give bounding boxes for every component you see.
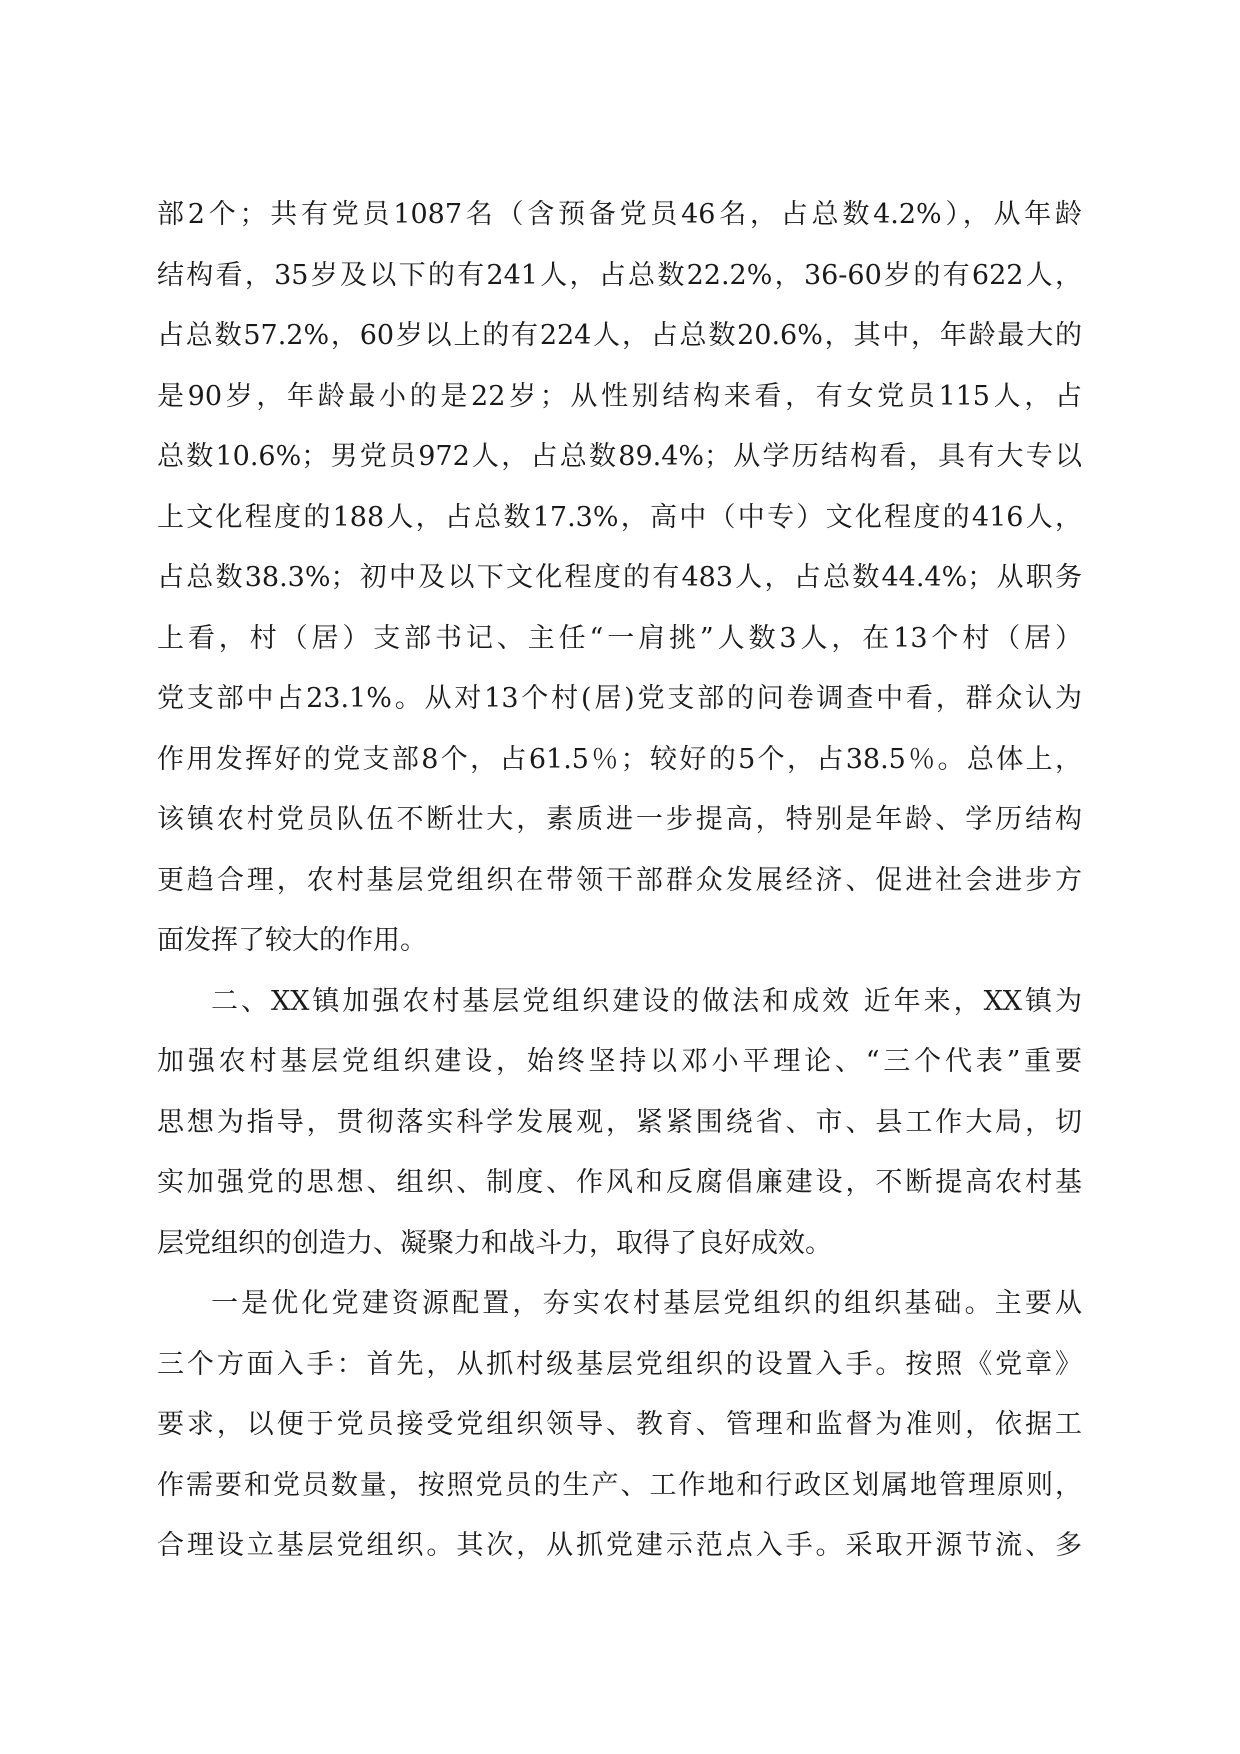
text-line: 要求，以便于党员接受党组织领导、教育、管理和监督为准则，依据工: [157, 1409, 1082, 1440]
text-line: 合理设立基层党组织。其次，从抓党建示范点入手。采取开源节流、多: [157, 1530, 1082, 1561]
text-line: 结构看，35岁及以下的有241人，占总数22.2%，36-60岁的有622人，: [157, 259, 1082, 291]
text-line: 是90岁，年龄最小的是22岁；从性别结构来看，有女党员115人，占: [157, 380, 1082, 412]
text-line: 层党组织的创造力、凝聚力和战斗力，取得了良好成效。: [157, 1227, 832, 1259]
text-line: 三个方面入手：首先，从抓村级基层党组织的设置入手。按照《党章》: [157, 1348, 1082, 1380]
text-line: 占总数38.3%；初中及以下文化程度的有483人，占总数44.4%；从职务: [157, 562, 1082, 593]
text-line: 党支部中占23.1%。从对13个村(居)党支部的问卷调查中看，群众认为: [157, 683, 1082, 714]
text-line: 思想为指导，贯彻落实科学发展观，紧紧围绕省、市、县工作大局，切: [157, 1106, 1082, 1138]
paragraph-statistics: [157, 185, 1082, 972]
paragraph-point-one: [157, 1274, 1082, 1577]
text-line: 加强农村基层党组织建设，始终坚持以邓小平理论、“三个代表”重要: [157, 1046, 1082, 1077]
text-line: 部2个；共有党员1087名（含预备党员46名，占总数4.2%），从年龄: [157, 199, 1082, 230]
text-line: 上文化程度的188人，占总数17.3%，高中（中专）文化程度的416人，: [157, 501, 1082, 533]
text-line: 实加强党的思想、组织、制度、作风和反腐倡廉建设，不断提高农村基: [157, 1167, 1082, 1198]
text-line: 面发挥了较大的作用。: [157, 925, 427, 956]
text-line: 该镇农村党员队伍不断壮大，素质进一步提高，特别是年龄、学历结构: [157, 804, 1082, 835]
text-line: 占总数57.2%，60岁以上的有224人，占总数20.6%，其中，年龄最大的: [157, 320, 1082, 351]
document-body: [157, 185, 1082, 1577]
paragraph-section-two: [157, 972, 1082, 1275]
text-line: 上看，村（居）支部书记、主任“一肩挑”人数3人，在13个村（居）: [157, 622, 1082, 654]
text-line: 总数10.6%；男党员972人，占总数89.4%；从学历结构看，具有大专以: [157, 441, 1082, 472]
text-line: 一是优化党建资源配置，夯实农村基层党组织的组织基础。主要从: [211, 1288, 1082, 1319]
text-line: 作需要和党员数量，按照党员的生产、工作地和行政区划属地管理原则，: [157, 1469, 1082, 1501]
text-line: 作用发挥好的党支部8个，占61.5％；较好的5个，占38.5％。总体上，: [157, 743, 1082, 775]
text-line: 更趋合理，农村基层党组织在带领干部群众发展经济、促进社会进步方: [157, 864, 1082, 896]
section-heading-line: 二、XX镇加强农村基层党组织建设的做法和成效 近年来，XX镇为: [211, 985, 1082, 1017]
